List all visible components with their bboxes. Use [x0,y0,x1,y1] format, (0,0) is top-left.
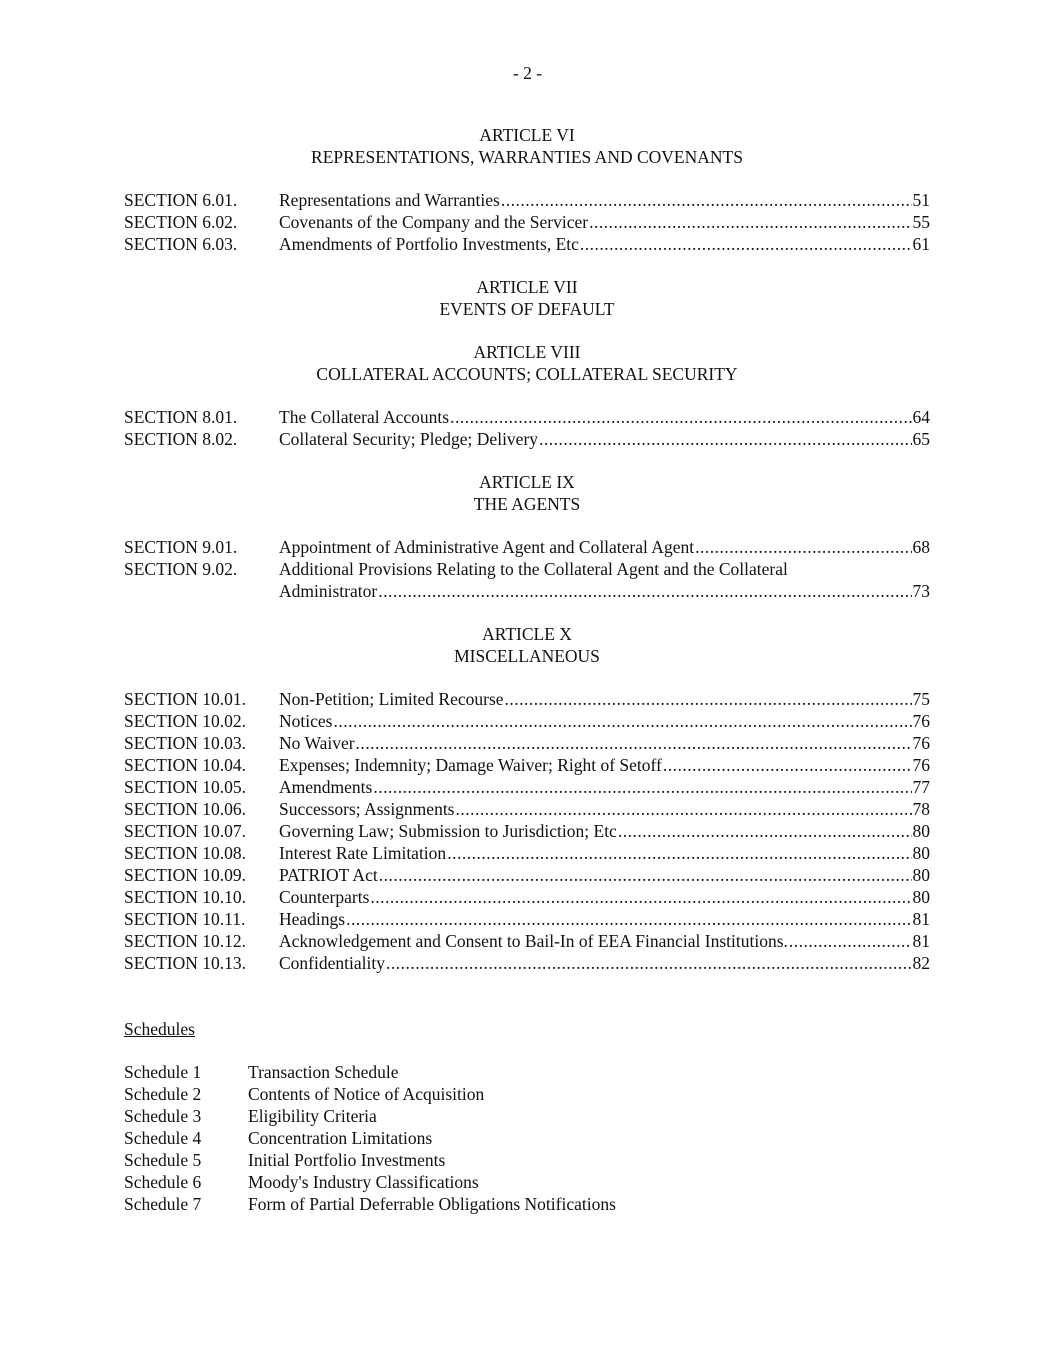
toc-entry[interactable] [124,908,930,930]
schedule-entry[interactable] [124,1083,930,1105]
section-title: Interest Rate Limitation [279,843,447,863]
section-title-line: Additional Provisions Relating to the Collateral Agent and the Collateral [279,559,788,579]
toc-entry[interactable] [124,688,930,710]
toc-entry[interactable] [124,754,930,776]
toc-entry[interactable] [124,952,930,974]
schedule-entry[interactable] [124,1171,930,1193]
page-ref: 76 [912,755,930,775]
article-number: ARTICLE VIII [473,342,581,362]
dot-leader [695,536,911,558]
section-number: SECTION 8.01. [124,407,238,427]
section-number: SECTION 10.13. [124,953,247,973]
section-number: SECTION 9.01. [124,537,238,557]
section-title: Amendments [279,777,373,797]
section-title: The Collateral Accounts [279,407,450,427]
section-title: Amendments of Portfolio Investments, Etc [279,234,579,254]
page-number: - 2 - [512,63,543,83]
page-ref: 81 [912,909,930,929]
schedule-number: Schedule 4 [124,1128,202,1148]
toc-entry[interactable] [124,842,930,864]
dot-leader [373,776,911,798]
schedule-title: Contents of Notice of Acquisition [248,1084,485,1104]
section-title: Confidentiality [279,953,385,973]
section-title: Counterparts [279,887,370,907]
section-number: SECTION 10.05. [124,777,247,797]
toc-entry[interactable] [124,886,930,908]
dot-leader [356,732,912,754]
section-title: No Waiver [279,733,355,753]
dot-leader [505,688,912,710]
page-ref: 80 [912,887,930,907]
schedule-entry[interactable] [124,1105,930,1127]
section-number: SECTION 10.11. [124,909,246,929]
section-title: Administrator [279,581,378,601]
section-number: SECTION 10.01. [124,689,247,709]
section-number: SECTION 6.02. [124,212,238,232]
article-title: COLLATERAL ACCOUNTS; COLLATERAL SECURITY [316,364,738,384]
toc-entry[interactable] [124,189,930,211]
section-title: PATRIOT Act [279,865,378,885]
toc-entry[interactable] [124,820,930,842]
dot-leader [589,211,911,233]
schedule-title: Initial Portfolio Investments [248,1150,446,1170]
article-heading-viii [124,341,930,385]
schedule-number: Schedule 6 [124,1172,202,1192]
dot-leader [370,886,911,908]
section-title: Governing Law; Submission to Jurisdiction; Etc [279,821,617,841]
schedule-title: Moody's Industry Classifications [248,1172,479,1192]
section-number: SECTION 10.02. [124,711,247,731]
page-ref: 82 [912,953,930,973]
dot-leader [663,754,912,776]
article-title: THE AGENTS [473,494,581,514]
section-title: Representations and Warranties [279,190,500,210]
section-title: Non-Petition; Limited Recourse [279,689,504,709]
section-number: SECTION 6.01. [124,190,238,210]
article-title: REPRESENTATIONS, WARRANTIES AND COVENANTS [311,147,743,167]
page-ref: 75 [912,689,930,709]
section-title: Acknowledgement and Consent to Bail-In of EEA Financial Institutions. [279,931,788,951]
dot-leader [580,233,912,255]
section-title: Collateral Security; Pledge; Delivery [279,429,539,449]
article-title: EVENTS OF DEFAULT [439,299,615,319]
schedule-number: Schedule 1 [124,1062,202,1082]
section-title: Appointment of Administrative Agent and Collateral Agent [279,537,695,557]
schedule-number: Schedule 3 [124,1106,202,1126]
section-number: SECTION 9.02. [124,559,238,579]
page-ref: 80 [912,843,930,863]
page-ref: 76 [912,711,930,731]
page-ref: 55 [912,212,930,232]
schedule-entry[interactable] [124,1127,930,1149]
schedule-entry[interactable] [124,1149,930,1171]
page-ref: 81 [912,931,930,951]
schedule-entry[interactable] [124,1193,930,1215]
toc-entry[interactable] [124,558,930,602]
dot-leader [618,820,912,842]
section-title: Notices [279,711,333,731]
page-ref: 65 [912,429,930,449]
article-heading-vi [124,124,930,168]
section-number: SECTION 10.12. [124,931,247,951]
page-ref: 77 [912,777,930,797]
toc-entry[interactable] [124,428,930,450]
toc-entry[interactable] [124,930,930,952]
dot-leader [379,864,912,886]
section-number: SECTION 10.08. [124,843,247,863]
section-number: SECTION 10.10. [124,887,247,907]
dot-leader [346,908,911,930]
toc-entry[interactable] [124,798,930,820]
page-ref: 80 [912,865,930,885]
schedule-number: Schedule 5 [124,1150,202,1170]
schedule-list [124,1061,930,1215]
article-x-section-list [124,688,930,974]
schedule-title: Form of Partial Deferrable Obligations Notifications [248,1194,616,1214]
page-ref: 73 [912,581,930,601]
toc-entry[interactable] [124,710,930,732]
toc-entry[interactable] [124,864,930,886]
article-number: ARTICLE VI [479,125,575,145]
section-title: Covenants of the Company and the Servicer [279,212,589,232]
schedules-heading: Schedules [124,1019,195,1039]
section-title: Headings [279,909,346,929]
page-ref: 68 [912,537,930,557]
dot-leader [501,189,912,211]
toc-entry[interactable] [124,536,930,558]
page-ref: 78 [912,799,930,819]
page-ref: 80 [912,821,930,841]
dot-leader [456,798,912,820]
article-title: MISCELLANEOUS [454,646,600,666]
toc-entry[interactable] [124,732,930,754]
schedule-entry[interactable] [124,1061,930,1083]
page-ref: 64 [912,407,930,427]
dot-leader [539,428,911,450]
section-number: SECTION 10.06. [124,799,247,819]
dot-leader [333,710,911,732]
schedule-number: Schedule 2 [124,1084,202,1104]
section-number: SECTION 6.03. [124,234,238,254]
dot-leader [378,580,911,602]
article-heading-vii [124,276,930,320]
article-number: ARTICLE IX [479,472,575,492]
section-number: SECTION 10.09. [124,865,247,885]
table-of-contents [124,124,930,1215]
article-number: ARTICLE X [482,624,572,644]
page-ref: 51 [912,190,930,210]
toc-entry[interactable] [124,776,930,798]
schedule-title: Concentration Limitations [248,1128,433,1148]
dot-leader [450,406,911,428]
section-title: Successors; Assignments [279,799,455,819]
schedule-title: Transaction Schedule [248,1062,399,1082]
section-number: SECTION 8.02. [124,429,238,449]
article-heading-ix [124,471,930,515]
toc-entry[interactable] [124,211,930,233]
schedule-number: Schedule 7 [124,1194,202,1214]
section-title: Expenses; Indemnity; Damage Waiver; Right of Setoff [279,755,662,775]
toc-entry[interactable] [124,406,930,428]
dot-leader [447,842,911,864]
article-number: ARTICLE VII [476,277,578,297]
dot-leader [386,952,912,974]
page-ref: 61 [912,234,930,254]
page-ref: 76 [912,733,930,753]
section-number: SECTION 10.04. [124,755,247,775]
schedule-title: Eligibility Criteria [248,1106,377,1126]
section-number: SECTION 10.03. [124,733,247,753]
toc-entry[interactable] [124,233,930,255]
article-heading-x [124,623,930,667]
dot-leader [789,930,912,952]
section-number: SECTION 10.07. [124,821,247,841]
